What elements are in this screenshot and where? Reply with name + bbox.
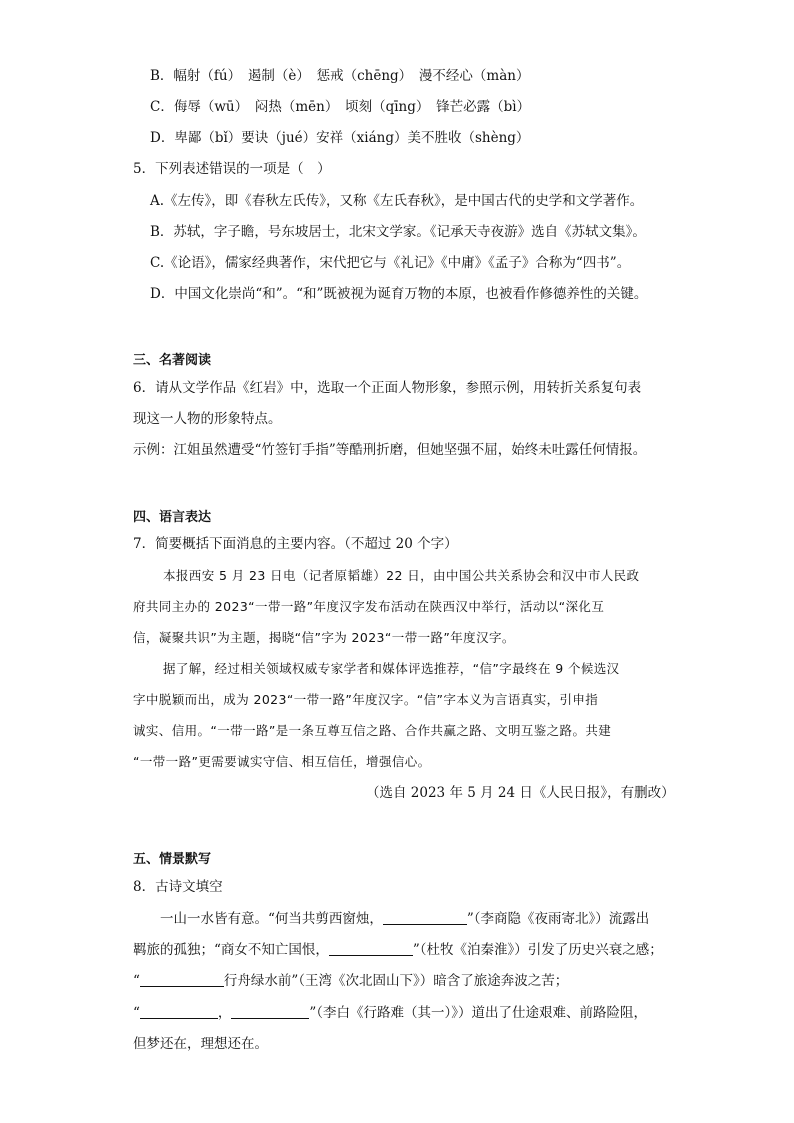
poem-text: “: [133, 973, 140, 989]
news-source: （选自 2023 年 5 月 24 日《人民日报》，有删改）: [366, 785, 675, 801]
poem-line-4: [133, 1003, 647, 1023]
q6-line-2: 现这一人物的形象特点。: [133, 411, 282, 427]
q5-option-c: C.《论语》，儒家经典著作，宋代把它与《礼记》《中庸》《孟子》合称为“四书”。: [150, 255, 631, 271]
poem-text: ，: [217, 1005, 232, 1021]
answer-blank[interactable]: [140, 1004, 218, 1019]
poem-text: “: [133, 1005, 140, 1021]
poem-text: 行舟绿水前”（王湾《次北固山下》）暗含了旅途奔波之苦；: [223, 973, 569, 989]
q6-example: 示例：江姐虽然遭受“竹签钉手指”等酷刑折磨，但她坚强不屈，始终未吐露任何情报。: [133, 442, 647, 458]
q4-option-b: B．幅射（fú） 遏制（è） 惩戒（chēng） 漫不经心（màn）: [150, 68, 530, 84]
section-3-title: 三、名著阅读: [133, 353, 212, 368]
news-line: 府共同主办的 2023“一带一路”年度汉字发布活动在陕西汉中举行，活动以“深化互: [133, 599, 605, 614]
q6-line-1: 6．请从文学作品《红岩》中，选取一个正面人物形象，参照示例，用转折关系复句表: [133, 380, 642, 396]
section-4-title: 四、语言表达: [133, 510, 212, 525]
answer-blank[interactable]: [140, 972, 224, 987]
q7-stem: 7．简要概括下面消息的主要内容。（不超过 20 个字）: [133, 536, 458, 552]
answer-blank[interactable]: [231, 1004, 309, 1019]
q5-stem: 5．下列表述错误的一项是（ ）: [133, 161, 331, 177]
q5-option-b: B．苏轼，字子瞻，号东坡居士，北宋文学家。《记承天寺夜游》选自《苏轼文集》。: [150, 224, 646, 240]
poem-text: ”（李商隐《夜雨寄北》）流露出: [466, 911, 650, 927]
poem-line-1: [160, 909, 649, 929]
poem-line-2: [133, 940, 663, 960]
poem-text: ”（李白《行路难（其一）》）道出了仕途艰难、前路险阻，: [309, 1005, 648, 1021]
section-5-title: 五、情景默写: [133, 852, 212, 867]
q5-option-d: D．中国文化崇尚“和”。“和”既被视为诞育万物的本原，也被看作修德养性的关键。: [150, 286, 648, 302]
news-line: 信，凝聚共识”为主题，揭晓“信”字为 2023“一带一路”年度汉字。: [133, 630, 515, 645]
news-line: “一带一路”更需要诚实守信、相互信任，增强信心。: [133, 754, 431, 769]
news-line: 据了解，经过相关领域权威专家学者和媒体评选推荐，“信”字最终在 9 个候选汉: [163, 661, 620, 676]
poem-line-3: [133, 971, 568, 991]
poem-text: 羁旅的孤独；“商女不知亡国恨，: [133, 942, 329, 958]
answer-blank[interactable]: [329, 941, 413, 956]
news-line: 诚实、信用。“一带一路”是一条互尊互信之路、合作共赢之路、文明互鉴之路。共建: [133, 723, 612, 738]
q8-stem: 8．古诗文填空: [133, 879, 223, 895]
answer-blank[interactable]: [383, 910, 467, 925]
news-line: 字中脱颖而出，成为 2023“一带一路”年度汉字。“信”字本义为言语真实，引申指: [133, 692, 599, 707]
q4-option-c: C．侮辱（wū） 闷热（mēn） 顷刻（qīng） 锋芒必露（bì）: [150, 99, 531, 115]
news-line: 本报西安 5 月 23 日电（记者原韬雄）22 日，由中国公共关系协会和汉中市人民政: [163, 568, 640, 583]
q4-option-d: D．卑鄙（bǐ）要诀（jué）安祥（xiáng）美不胜收（shèng）: [150, 130, 530, 146]
poem-text: ”（杜牧《泊秦淮》）引发了历史兴衰之感；: [412, 942, 663, 958]
poem-line-5: 但梦还在，理想还在。: [133, 1036, 268, 1052]
poem-text: 一山一水皆有意。“何当共剪西窗烛，: [160, 911, 383, 927]
q5-option-a: A.《左传》，即《春秋左氏传》，又称《左氏春秋》，是中国古代的史学和文学著作。: [150, 193, 644, 209]
